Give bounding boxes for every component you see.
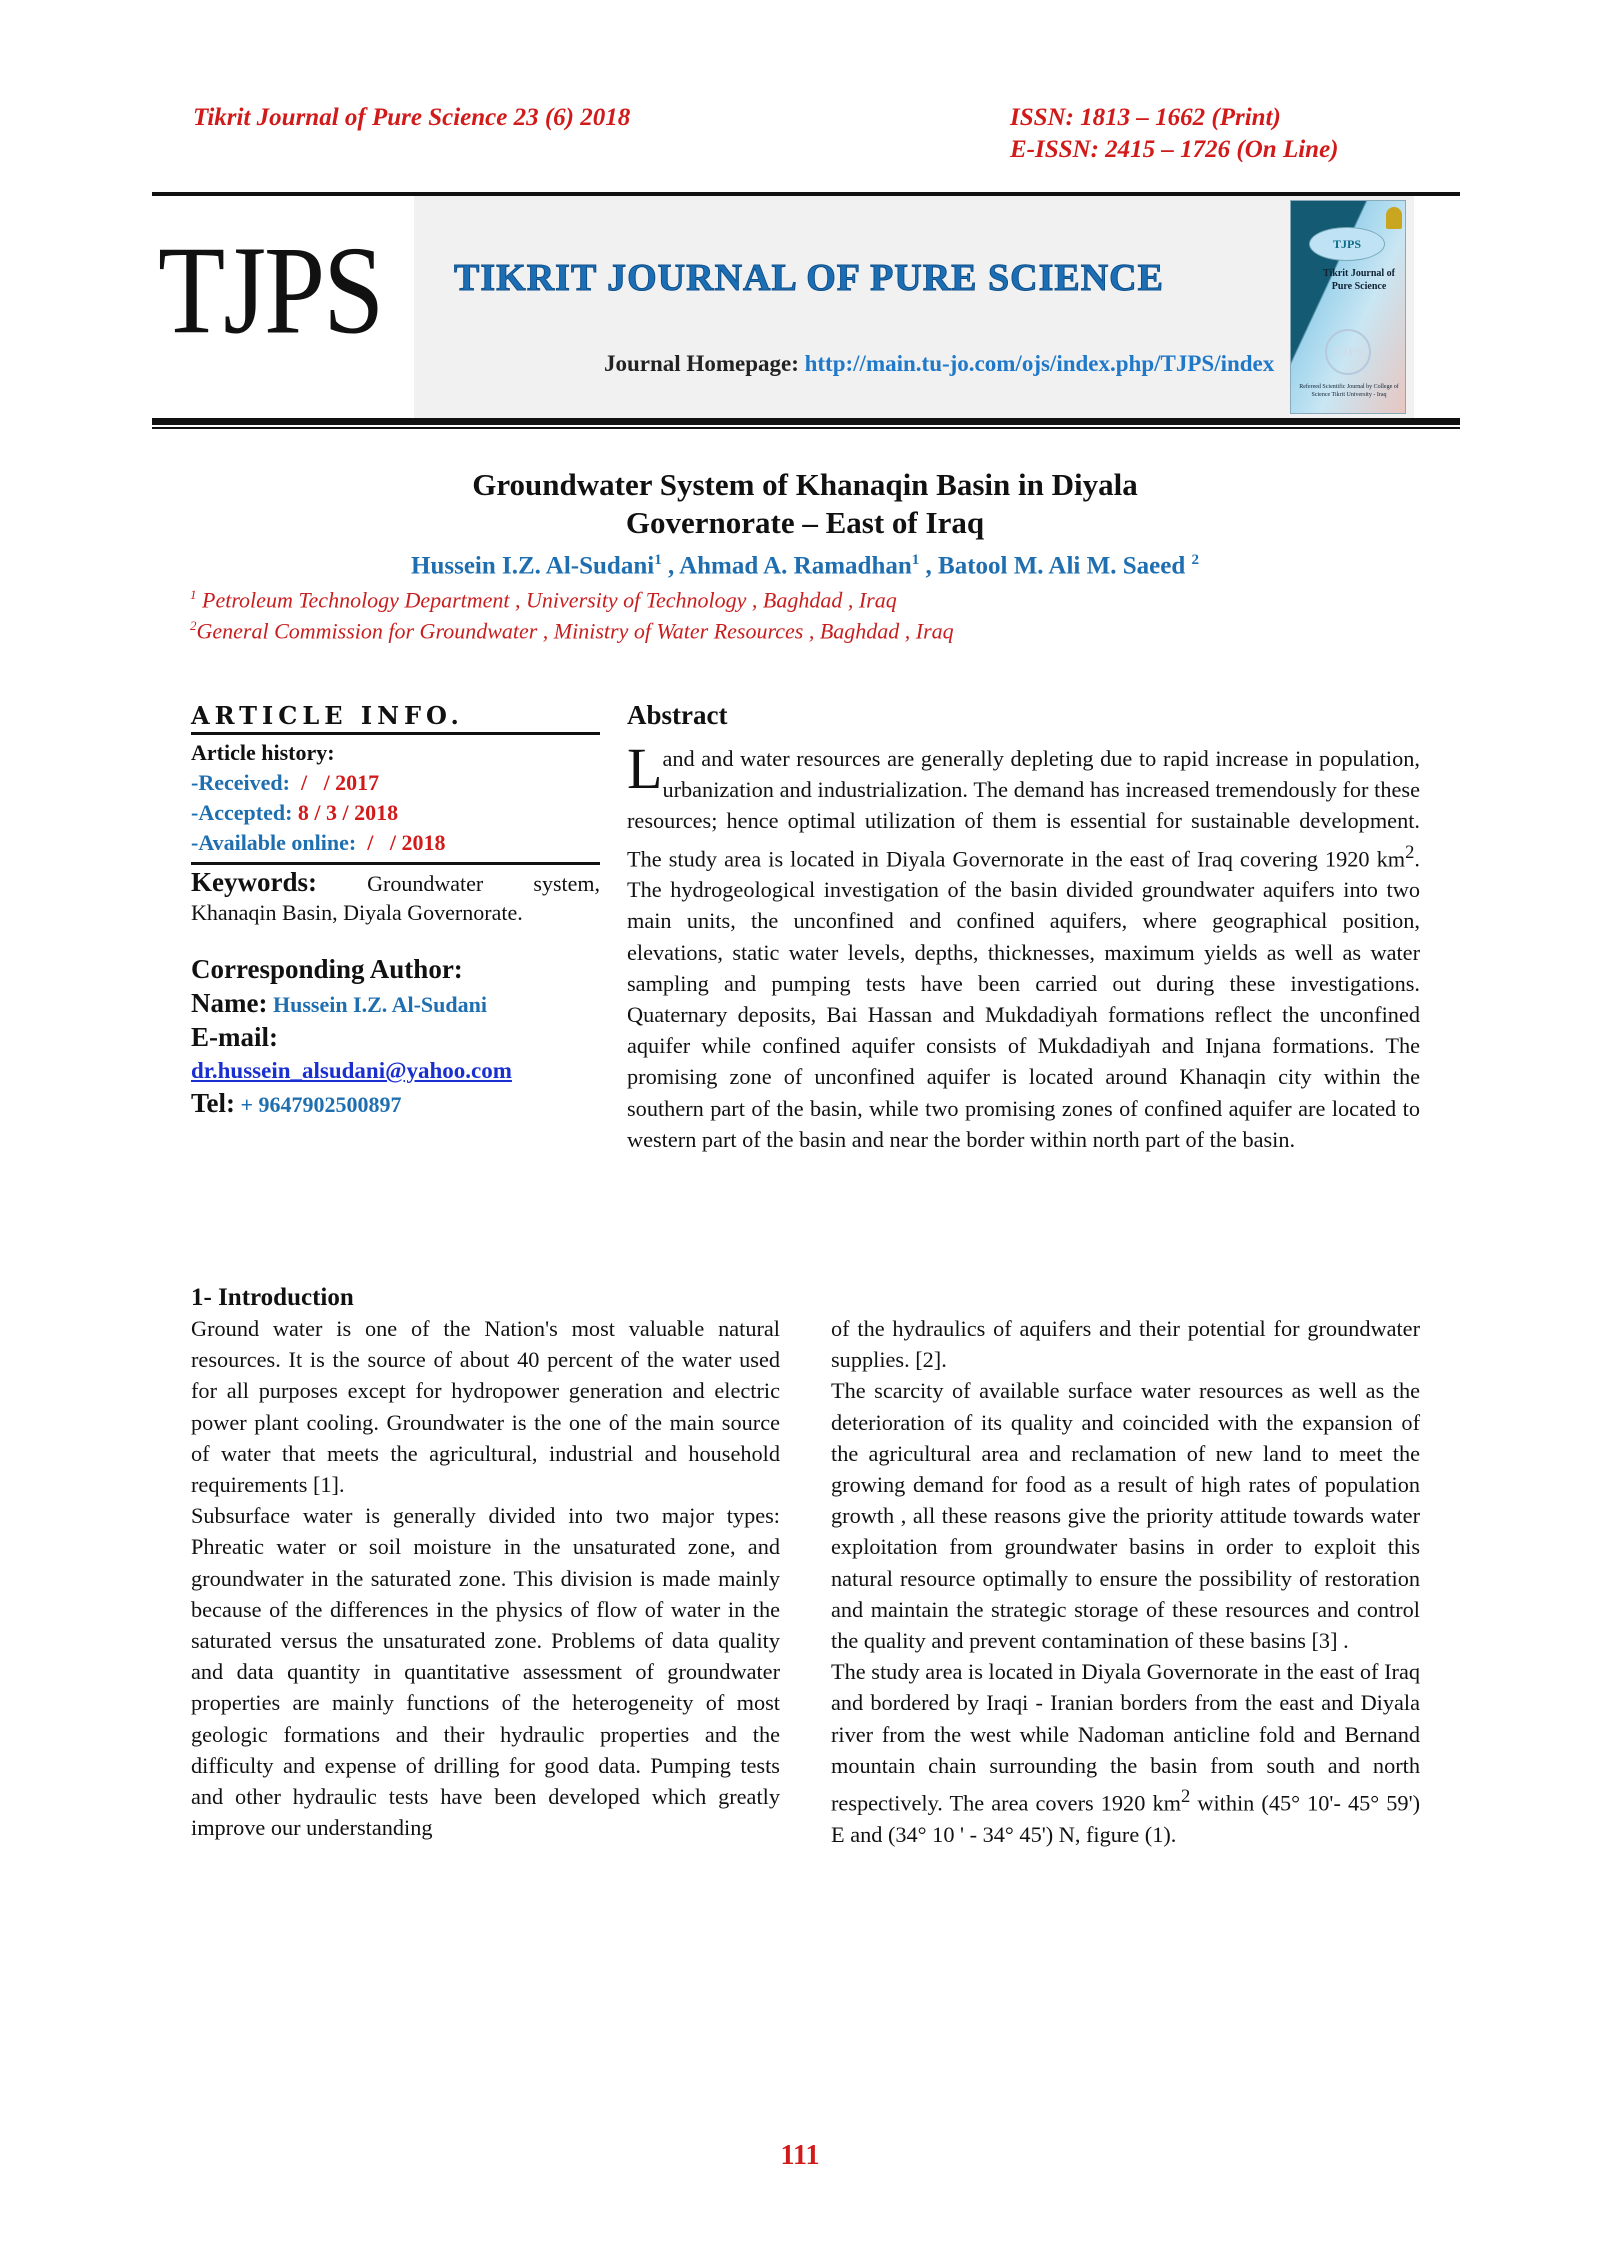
dropcap: L — [627, 736, 663, 801]
author-name: Batool M. Ali M. Saeed — [938, 552, 1192, 580]
journal-masthead — [152, 192, 1460, 428]
online-date: -Available online: / / 2018 — [191, 830, 446, 855]
journal-logo — [152, 196, 414, 418]
issn-online: E-ISSN: 2415 – 1726 (On Line) — [1010, 136, 1339, 163]
accepted-date: -Accepted: 8 / 3 / 2018 — [191, 800, 399, 825]
university-emblem-icon — [1386, 207, 1402, 229]
cover-title: Tikrit Journal of Pure Science — [1322, 268, 1396, 292]
author-list: Hussein I.Z. Al-Sudani$^1$ , Ahmad A. Ramadhan$^1$ , Batool M. Ali M. Saeed $^2$ — [411, 552, 1199, 580]
cover-oval-logo: TJPS — [1309, 227, 1385, 261]
abstract-body: Land and water resources are generally depleting due to rapid increase in population, urbanization and industrialization. The demand has increased tremendously for these resources; hence optimal utilization of them is essential for sustainable development. The study area is located in Diyala Governorate in the east of Iraq covering 1920 $km^2$. The hydrogeological investigation of the basin divided groundwater aquifers into two main units, the unconfined and confined aquifers, where geographical position, elevations, static water levels, depths, thicknesses, maximum yields as well as water sampling and pumping tests have been carried out during these investigations. Quaternary deposits, Bai Hassan and Mukdadiyah formations reflect the unconfined aquifer while confined aquifer consists of Mukdadiyah and Injana formations. The promising zone of unconfined aquifer is located around Khanaqin city within the southern part of the basin, while two promising zones of confined aquifer are located to western part of the basin and near the border within north part of the basin. — [627, 736, 1420, 1152]
author-name-row: Name: Hussein I.Z. Al-Sudani — [191, 988, 487, 1018]
article-info-panel — [191, 700, 600, 1121]
email-label-row: E-mail: — [191, 1022, 278, 1052]
introduction-left-column — [191, 1282, 780, 1843]
cover-footer: Refereed Scientific Journal by College of Science Tikrit University - Iraq — [1299, 384, 1399, 398]
corresponding-author — [191, 951, 600, 1121]
homepage-link[interactable]: http://main.tu-jo.com/ojs/index.php/TJPS/index — [804, 351, 1275, 376]
journal-name: TIKRIT JOURNAL OF PURE SCIENCE — [454, 257, 1164, 299]
affiliation-2: $^2$General Commission for Groundwater , Ministry of Water Resources , Baghdad , Iraq — [190, 618, 954, 644]
cover-seal-icon: TJPS — [1325, 329, 1371, 375]
abstract-section — [627, 695, 1420, 1155]
masthead-banner — [414, 196, 1414, 418]
received-date: -Received: / / 2017 — [191, 770, 380, 795]
abstract-heading: Abstract — [627, 700, 728, 730]
paragraph: The study area is located in Diyala Governorate in the east of Iraq and bordered by Iraqi - Iranian borders from the east and Diyala river from the west while Nadoman anticline fold and Bernand mountain chain surrounding the basin from south and north respectively. The area covers 1920 $km^2$ within (45° 10'- 45° 59') E and (34° 10 ' - 34° 45') N, figure (1). — [831, 1659, 1421, 1847]
tel-row: Tel: + 9647902500897 — [191, 1088, 402, 1118]
corresponding-author-heading: Corresponding Author: — [191, 954, 463, 984]
affiliation-1: $^1$ Petroleum Technology Department , University of Technology , Baghdad , Iraq — [190, 587, 897, 613]
email-link[interactable]: dr.hussein_alsudani@yahoo.com — [191, 1058, 512, 1083]
introduction-right-column — [831, 1313, 1420, 1850]
keywords: Keywords: Groundwater system, Khanaqin Basin, Diyala Governorate. — [191, 867, 600, 925]
divider — [191, 732, 600, 735]
paragraph: of the hydraulics of aquifers and their potential for groundwater supplies. [2]. — [831, 1316, 1420, 1373]
issn-print: ISSN: 1813 – 1662 (Print) — [1010, 104, 1281, 131]
masthead-bottom-rule-thin — [152, 427, 1460, 429]
paragraph: Ground water is one of the Nation's most valuable natural resources. It is the source of about 40 percent of the water used for all purposes except for hydropower generation and electric power plant cooling. Groundwater is the one of the main source of water that meets the agricultural, industrial and household requirements [1]. — [191, 1316, 780, 1498]
author-name: Ahmad A. Ramadhan — [679, 552, 912, 580]
author-name: Hussein I.Z. Al-Sudani — [411, 552, 655, 580]
article-history-label: Article history: — [191, 740, 335, 765]
logo-text: TJPS — [158, 219, 383, 361]
page-number: 111 — [780, 2140, 820, 2171]
masthead-bottom-rule — [152, 418, 1460, 425]
running-header-issn — [1010, 102, 1339, 166]
article-info-heading: ARTICLE INFO. — [191, 701, 464, 730]
running-header-journal: Tikrit Journal of Pure Science 23 (6) 2018 — [193, 104, 631, 131]
paragraph: Subsurface water is generally divided into two major types: Phreatic water or soil moisture in the unsaturated zone, and groundwater in the saturated zone. This division is made mainly because of the differences in the physics of flow of water in the saturated versus the unsaturated zone. Problems of data quality and data quantity in quantitative assessment of groundwater properties are mainly functions of the heterogeneity of most geologic formations and their hydraulic properties and the difficulty and expense of drilling for good data. Pumping tests and other hydraulic tests have been developed which greatly improve our understanding — [191, 1503, 780, 1841]
paragraph: The scarcity of available surface water resources as well as the deterioration of its quality and coincided with the expansion of the agricultural area and reclamation of new land to meet the growing demand for food as a result of high rates of population growth , all these reasons give the priority attitude towards water exploitation from groundwater basins in order to exploit this natural resource optimally to ensure the possibility of restoration and maintain the strategic storage of these resources and control the quality and prevent contamination of these basins [3] . — [831, 1378, 1420, 1654]
journal-cover-image — [1290, 200, 1406, 414]
homepage-label: Journal Homepage: — [604, 351, 805, 376]
paper-title: Groundwater System of Khanaqin Basin in Diyala Governorate – East of Iraq — [472, 467, 1138, 540]
introduction-heading: 1- Introduction — [191, 1284, 354, 1311]
divider — [191, 862, 600, 865]
journal-homepage — [604, 351, 1274, 377]
